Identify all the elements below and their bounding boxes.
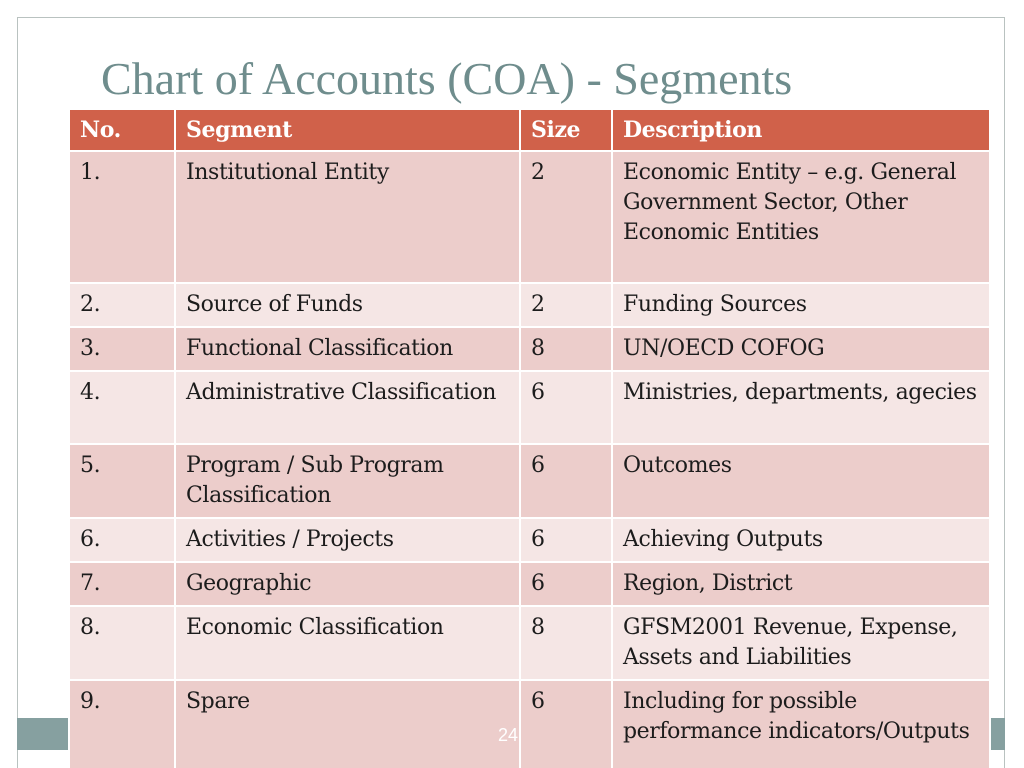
cell-segment: Administrative Classification bbox=[175, 371, 520, 444]
cell-no: 9. bbox=[69, 680, 175, 768]
header-size: Size bbox=[520, 109, 612, 151]
cell-no: 1. bbox=[69, 151, 175, 283]
header-no: No. bbox=[69, 109, 175, 151]
cell-size: 6 bbox=[520, 518, 612, 562]
cell-segment: Functional Classification bbox=[175, 327, 520, 371]
table-row bbox=[69, 680, 990, 768]
cell-description: Region, District bbox=[612, 562, 990, 606]
cell-description: Economic Entity – e.g. General Government Sector, Other Economic Entities bbox=[612, 151, 990, 283]
cell-description: GFSM2001 Revenue, Expense, Assets and Liabilities bbox=[612, 606, 990, 680]
table-row bbox=[69, 283, 990, 327]
table-row bbox=[69, 606, 990, 680]
cell-segment: Program / Sub Program Classification bbox=[175, 444, 520, 518]
cell-size: 2 bbox=[520, 151, 612, 283]
page-number: 24 bbox=[498, 725, 519, 745]
cell-segment: Economic Classification bbox=[175, 606, 520, 680]
cell-size: 6 bbox=[520, 562, 612, 606]
cell-description: Ministries, departments, agecies bbox=[612, 371, 990, 444]
cell-no: 6. bbox=[69, 518, 175, 562]
cell-description: Including for possible performance indicators/Outputs bbox=[612, 680, 990, 768]
cell-segment: Source of Funds bbox=[175, 283, 520, 327]
table-row bbox=[69, 151, 990, 283]
table-row bbox=[69, 444, 990, 518]
header-description: Description bbox=[612, 109, 990, 151]
cell-segment: Spare bbox=[175, 680, 520, 768]
cell-description: Achieving Outputs bbox=[612, 518, 990, 562]
cell-no: 5. bbox=[69, 444, 175, 518]
cell-size: 2 bbox=[520, 283, 612, 327]
table-row bbox=[69, 562, 990, 606]
cell-description: UN/OECD COFOG bbox=[612, 327, 990, 371]
table-row bbox=[69, 371, 990, 444]
table-row bbox=[69, 327, 990, 371]
cell-no: 8. bbox=[69, 606, 175, 680]
footer-band-left bbox=[17, 718, 69, 750]
cell-description: Funding Sources bbox=[612, 283, 990, 327]
cell-no: 3. bbox=[69, 327, 175, 371]
cell-no: 2. bbox=[69, 283, 175, 327]
cell-no: 7. bbox=[69, 562, 175, 606]
table-header-row bbox=[69, 109, 990, 151]
cell-size: 6 bbox=[520, 371, 612, 444]
slide-title: Chart of Accounts (COA) - Segments bbox=[101, 53, 793, 104]
cell-no: 4. bbox=[69, 371, 175, 444]
cell-description: Outcomes bbox=[612, 444, 990, 518]
cell-segment: Institutional Entity bbox=[175, 151, 520, 283]
cell-size: 8 bbox=[520, 606, 612, 680]
cell-size: 6 bbox=[520, 444, 612, 518]
coa-segments-table bbox=[68, 108, 991, 768]
cell-size: 8 bbox=[520, 327, 612, 371]
cell-segment: Activities / Projects bbox=[175, 518, 520, 562]
table-row bbox=[69, 518, 990, 562]
cell-segment: Geographic bbox=[175, 562, 520, 606]
header-segment: Segment bbox=[175, 109, 520, 151]
cell-size: 6 bbox=[520, 680, 612, 768]
